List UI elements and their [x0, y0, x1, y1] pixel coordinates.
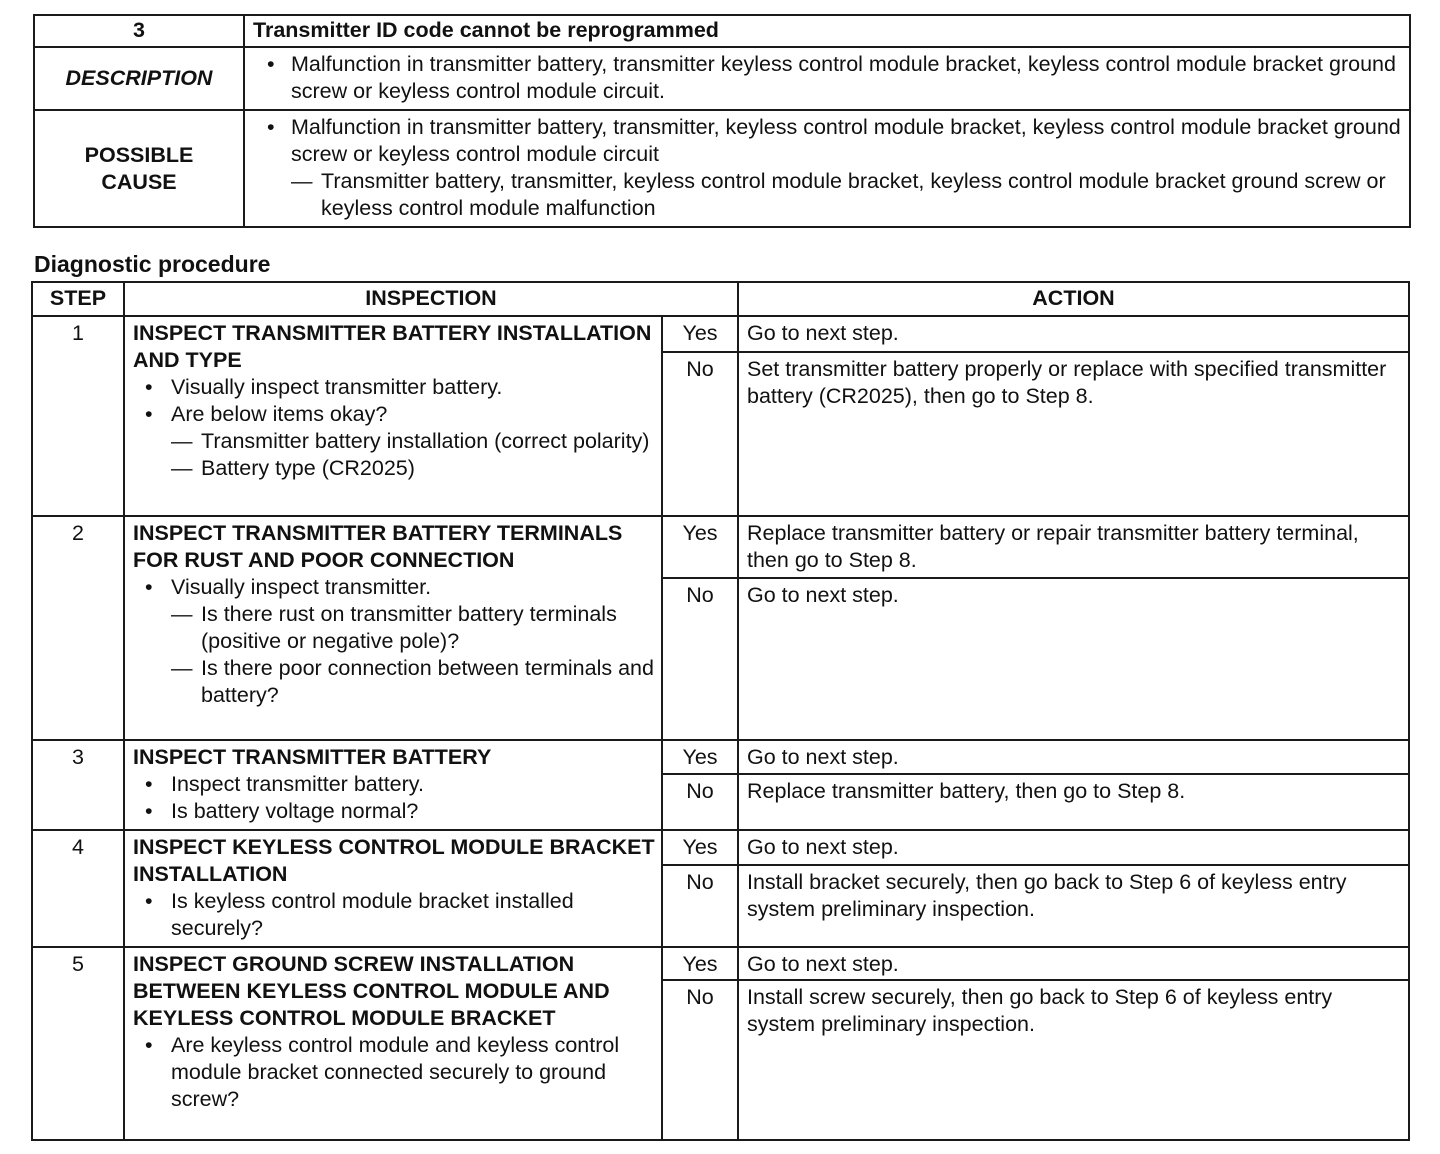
step-title: INSPECT TRANSMITTER BATTERY TERMINALS FOR RUST AND POOR CONNECTION [133, 521, 623, 572]
no-action: Set transmitter battery properly or replace with specified transmitter battery (CR2025), then go to Step 8. [738, 352, 1409, 516]
step-inspection [124, 516, 662, 740]
step-inspection [124, 830, 662, 947]
no-label: No [662, 980, 738, 1140]
inspection-bullet: • Visually inspect transmitter battery. [133, 374, 655, 401]
inspection-subitem: — Is there rust on transmitter battery terminals (positive or negative pole)? [171, 602, 617, 653]
inspection-bullet: • Is battery voltage normal? [133, 798, 655, 825]
yes-action: Go to next step. [738, 947, 1409, 980]
inspection-subitem: — Is there poor connection between terminals and battery? [171, 656, 654, 707]
step-inspection [124, 740, 662, 830]
yes-label: Yes [662, 740, 738, 774]
inspection-bullet: • Visually inspect transmitter. [133, 574, 655, 601]
diagnostic-procedure-table [31, 281, 1410, 1141]
description-row [34, 47, 1410, 110]
yes-label: Yes [662, 830, 738, 865]
inspection-subitem: — Transmitter battery installation (correct polarity) [171, 429, 650, 453]
no-action: Go to next step. [738, 578, 1409, 740]
step-title: INSPECT KEYLESS CONTROL MODULE BRACKET INSTALLATION [133, 835, 655, 886]
no-label: No [662, 578, 738, 740]
code-number: 3 [34, 15, 244, 47]
code-row [34, 15, 1410, 47]
col-inspection-header: INSPECTION [124, 282, 738, 316]
no-label: No [662, 865, 738, 947]
yes-label: Yes [662, 516, 738, 578]
inspection-bullet: • Inspect transmitter battery. [133, 771, 655, 798]
yes-action: Go to next step. [738, 316, 1409, 352]
inspection-bullet: • Is keyless control module bracket installed securely? [133, 888, 655, 942]
code-title: Transmitter ID code cannot be reprogrammed [244, 15, 1410, 47]
no-action: Install screw securely, then go back to Step 6 of keyless entry system preliminary inspection. [738, 980, 1409, 1140]
no-action: Replace transmitter battery, then go to Step 8. [738, 774, 1409, 830]
step-row-1 [32, 316, 1409, 352]
yes-action: Go to next step. [738, 740, 1409, 774]
step-number: 5 [32, 947, 124, 1140]
no-label: No [662, 774, 738, 830]
step-row-2 [32, 516, 1409, 578]
inspection-bullet: • Are keyless control module and keyless control module bracket connected securely to ground screw? [133, 1032, 655, 1113]
description-text: • Malfunction in transmitter battery, transmitter keyless control module bracket, keyless control module bracket ground screw or keyless control module circuit. [253, 51, 1401, 105]
trouble-code-table [33, 14, 1411, 228]
no-action: Install bracket securely, then go back to Step 6 of keyless entry system preliminary inspection. [738, 865, 1409, 947]
step-row-5 [32, 947, 1409, 980]
possible-cause-label: POSSIBLE CAUSE [34, 110, 244, 227]
description-label: DESCRIPTION [34, 47, 244, 110]
inspection-bullet: • Are below items okay? [133, 401, 655, 428]
step-title: INSPECT GROUND SCREW INSTALLATION BETWEEN KEYLESS CONTROL MODULE AND KEYLESS CONTROL MODULE BRACKET [133, 952, 610, 1030]
step-inspection [124, 947, 662, 1140]
step-title: INSPECT TRANSMITTER BATTERY [133, 745, 492, 769]
possible-cause-text: • Malfunction in transmitter battery, transmitter, keyless control module bracket, keyless control module bracket ground screw or keyless control module circuit [253, 114, 1401, 168]
step-number: 4 [32, 830, 124, 947]
step-inspection [124, 316, 662, 516]
yes-action: Go to next step. [738, 830, 1409, 865]
yes-label: Yes [662, 316, 738, 352]
yes-action: Replace transmitter battery or repair transmitter battery terminal, then go to Step 8. [738, 516, 1409, 578]
step-number: 2 [32, 516, 124, 740]
step-title: INSPECT TRANSMITTER BATTERY INSTALLATION AND TYPE [133, 321, 652, 372]
procedure-title: Diagnostic procedure [34, 251, 271, 277]
col-step-header: STEP [32, 282, 124, 316]
table-header-row [32, 282, 1409, 316]
step-row-3 [32, 740, 1409, 774]
yes-label: Yes [662, 947, 738, 980]
no-label: No [662, 352, 738, 516]
inspection-subitem: — Battery type (CR2025) [171, 456, 415, 480]
col-action-header: ACTION [738, 282, 1409, 316]
step-number: 3 [32, 740, 124, 830]
possible-cause-subitem: — Transmitter battery, transmitter, keyless control module bracket, keyless control module bracket ground screw or keyless control module malfunction [291, 169, 1386, 220]
possible-cause-row [34, 110, 1410, 227]
step-number: 1 [32, 316, 124, 516]
step-row-4 [32, 830, 1409, 865]
